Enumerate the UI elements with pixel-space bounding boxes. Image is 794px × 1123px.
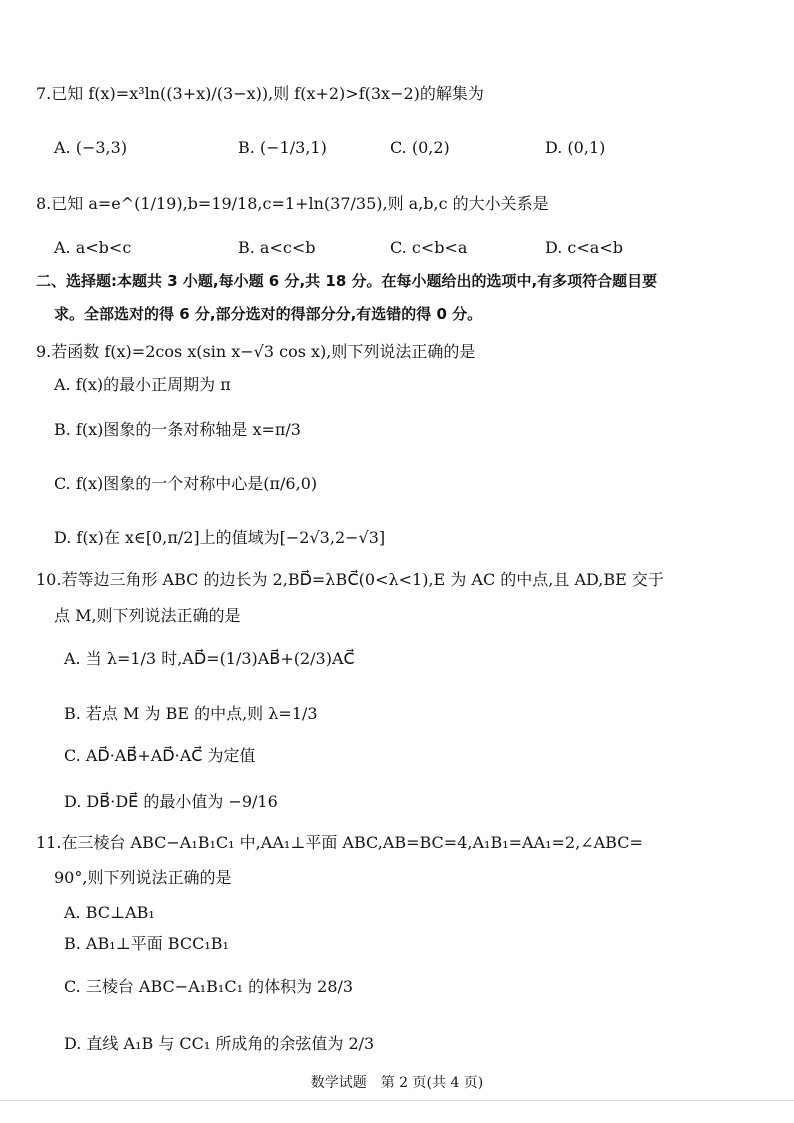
q11-stem-line1: 11.在三棱台 ABC−A₁B₁C₁ 中,AA₁⊥平面 ABC,AB=BC=4,A₁B₁=AA₁=2,∠ABC= [36,833,643,852]
q7-option-b: B. (−1/3,1) [238,138,327,157]
q10-option-c: C. AD⃗·AB⃗+AD⃗·AC⃗ 为定值 [64,746,256,765]
q7-option-d: D. (0,1) [545,138,606,157]
q9-option-b: B. f(x)图象的一条对称轴是 x=π/3 [54,420,301,439]
q9-option-a: A. f(x)的最小正周期为 π [54,375,231,394]
q8-option-c: C. c<b<a [390,238,468,257]
q9-option-c: C. f(x)图象的一个对称中心是(π/6,0) [54,474,318,493]
q8-option-b: B. a<c<b [238,238,316,257]
q8-option-a: A. a<b<c [54,238,132,257]
q11-option-b: B. AB₁⊥平面 BCC₁B₁ [64,934,229,953]
q10-stem-line2: 点 M,则下列说法正确的是 [54,606,241,625]
q8-option-d: D. c<a<b [545,238,623,257]
q10-option-d: D. DB⃗·DE⃗ 的最小值为 −9/16 [64,792,278,811]
section2-heading-line2: 求。全部选对的得 6 分,部分选对的得部分分,有选错的得 0 分。 [54,305,483,323]
q8-stem: 8.已知 a=e^(1/19),b=19/18,c=1+ln(37/35),则 a,b,c 的大小关系是 [36,194,549,213]
q10-stem-line1: 10.若等边三角形 ABC 的边长为 2,BD⃗=λBC⃗(0<λ<1),E 为 AC 的中点,且 AD,BE 交于 [36,570,664,589]
q9-option-d: D. f(x)在 x∈[0,π/2]上的值域为[−2√3,2−√3] [54,528,386,547]
q7-stem: 7.已知 f(x)=x³ln((3+x)/(3−x)),则 f(x+2)>f(3x−2)的解集为 [36,84,484,103]
q11-option-c: C. 三棱台 ABC−A₁B₁C₁ 的体积为 28/3 [64,977,354,996]
q11-option-a: A. BC⊥AB₁ [64,903,155,922]
q9-stem: 9.若函数 f(x)=2cos x(sin x−√3 cos x),则下列说法正确的是 [36,342,476,361]
q11-option-d: D. 直线 A₁B 与 CC₁ 所成角的余弦值为 2/3 [64,1034,375,1053]
q7-option-a: A. (−3,3) [54,138,128,157]
q7-option-c: C. (0,2) [390,138,450,157]
q10-option-b: B. 若点 M 为 BE 的中点,则 λ=1/3 [64,704,318,723]
q11-stem-line2: 90°,则下列说法正确的是 [54,868,232,887]
q10-option-a: A. 当 λ=1/3 时,AD⃗=(1/3)AB⃗+(2/3)AC⃗ [64,649,355,668]
section2-heading-line1: 二、选择题:本题共 3 小题,每小题 6 分,共 18 分。在每小题给出的选项中,有多项符合题目要 [36,272,658,290]
page-footer: 数学试题 第 2 页(共 4 页) [310,1075,484,1091]
bottom-divider [0,1100,794,1101]
